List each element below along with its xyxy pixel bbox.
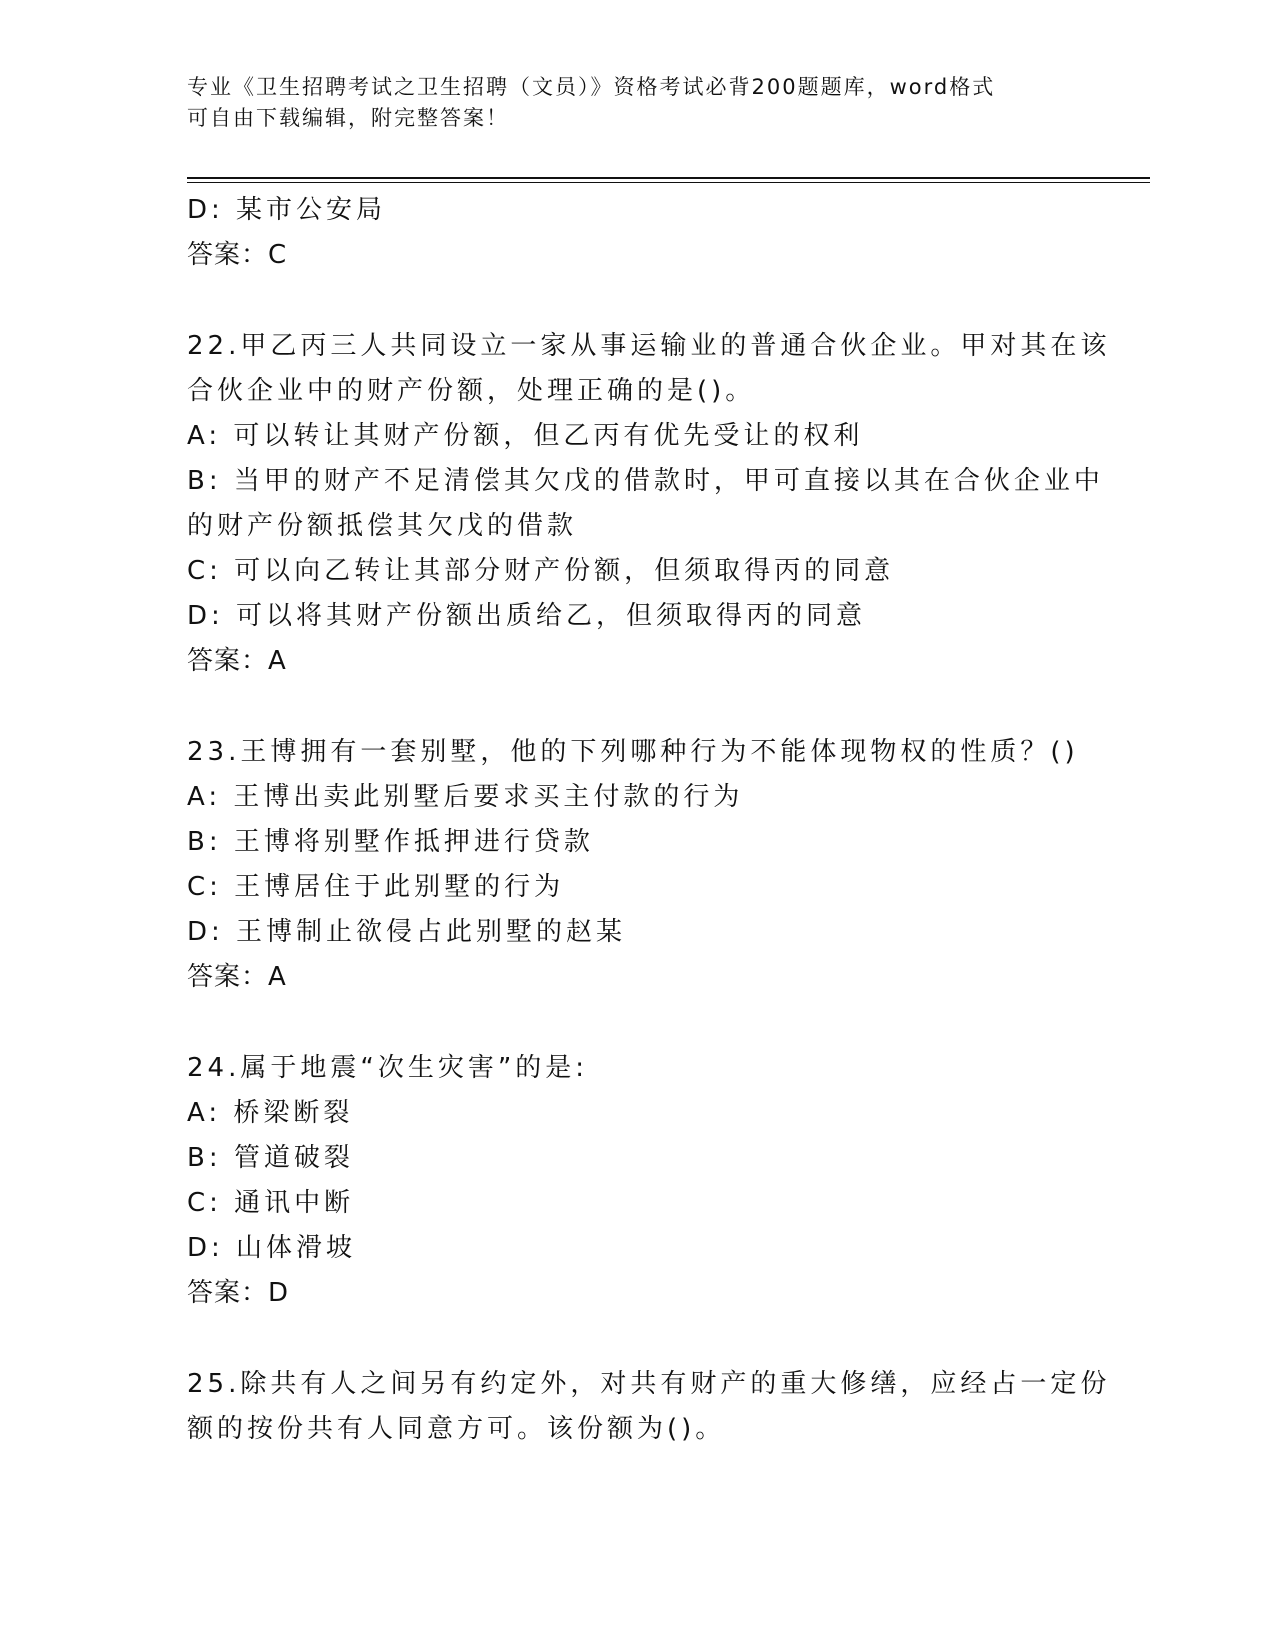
question-list [187,188,1111,1452]
header-line-1: 专业《卫生招聘考试之卫生招聘（文员）》资格考试必背200题题库，word格式 [187,75,996,99]
header-line-2: 可自由下载编辑，附完整答案！ [187,106,509,130]
spacer [187,1000,1087,1046]
option-c: C: 通讯中断 [187,1188,355,1218]
option-b: B: 当甲的财产不足清偿其欠戊的借款时，甲可直接以其在合伙企业中 [187,466,1104,496]
question-stem: 23.王博拥有一套别墅，他的下列哪种行为不能体现物权的性质？() [187,737,1079,767]
answer-line: 答案：D [187,1278,290,1308]
header-rule-thin [187,182,1150,183]
option-a: A: 王博出卖此别墅后要求买主付款的行为 [187,782,744,812]
question-24 [187,1046,1087,1316]
document-header [187,72,1077,134]
question-stem: 24.属于地震“次生灾害”的是: [187,1053,589,1083]
question-21-tail [187,188,1087,278]
option-c: C: 王博居住于此别墅的行为 [187,872,565,902]
option-d: D: 王博制止欲侵占此别墅的赵某 [187,917,627,947]
spacer [187,278,1087,324]
option-d: D: 山体滑坡 [187,1233,357,1263]
option-b: B: 管道破裂 [187,1143,354,1173]
question-stem: 25.除共有人之间另有约定外，对共有财产的重大修缮，应经占一定份 [187,1369,1111,1399]
question-stem-cont: 合伙企业中的财产份额，处理正确的是()。 [187,376,756,406]
question-stem-cont: 额的按份共有人同意方可。该份额为()。 [187,1414,726,1444]
question-25 [187,1362,1111,1452]
question-23 [187,730,1087,1000]
option-a: A: 可以转让其财产份额，但乙丙有优先受让的权利 [187,421,864,451]
answer-line: 答案：C [187,240,288,270]
option-a: A: 桥梁断裂 [187,1098,354,1128]
header-rule-thick [187,177,1150,179]
option-b: B: 王博将别墅作抵押进行贷款 [187,827,594,857]
spacer [187,1316,1087,1362]
answer-line: 答案：A [187,646,287,676]
option-d: D: 可以将其财产份额出质给乙，但须取得丙的同意 [187,601,867,631]
answer-line: 答案：A [187,962,287,992]
spacer [187,684,1087,730]
option-b-cont: 的财产份额抵偿其欠戊的借款 [187,511,578,541]
option-c: C: 可以向乙转让其部分财产份额，但须取得丙的同意 [187,556,895,586]
question-stem: 22.甲乙丙三人共同设立一家从事运输业的普通合伙企业。甲对其在该 [187,331,1111,361]
option-d: D: 某市公安局 [187,195,387,225]
question-22 [187,324,1111,684]
